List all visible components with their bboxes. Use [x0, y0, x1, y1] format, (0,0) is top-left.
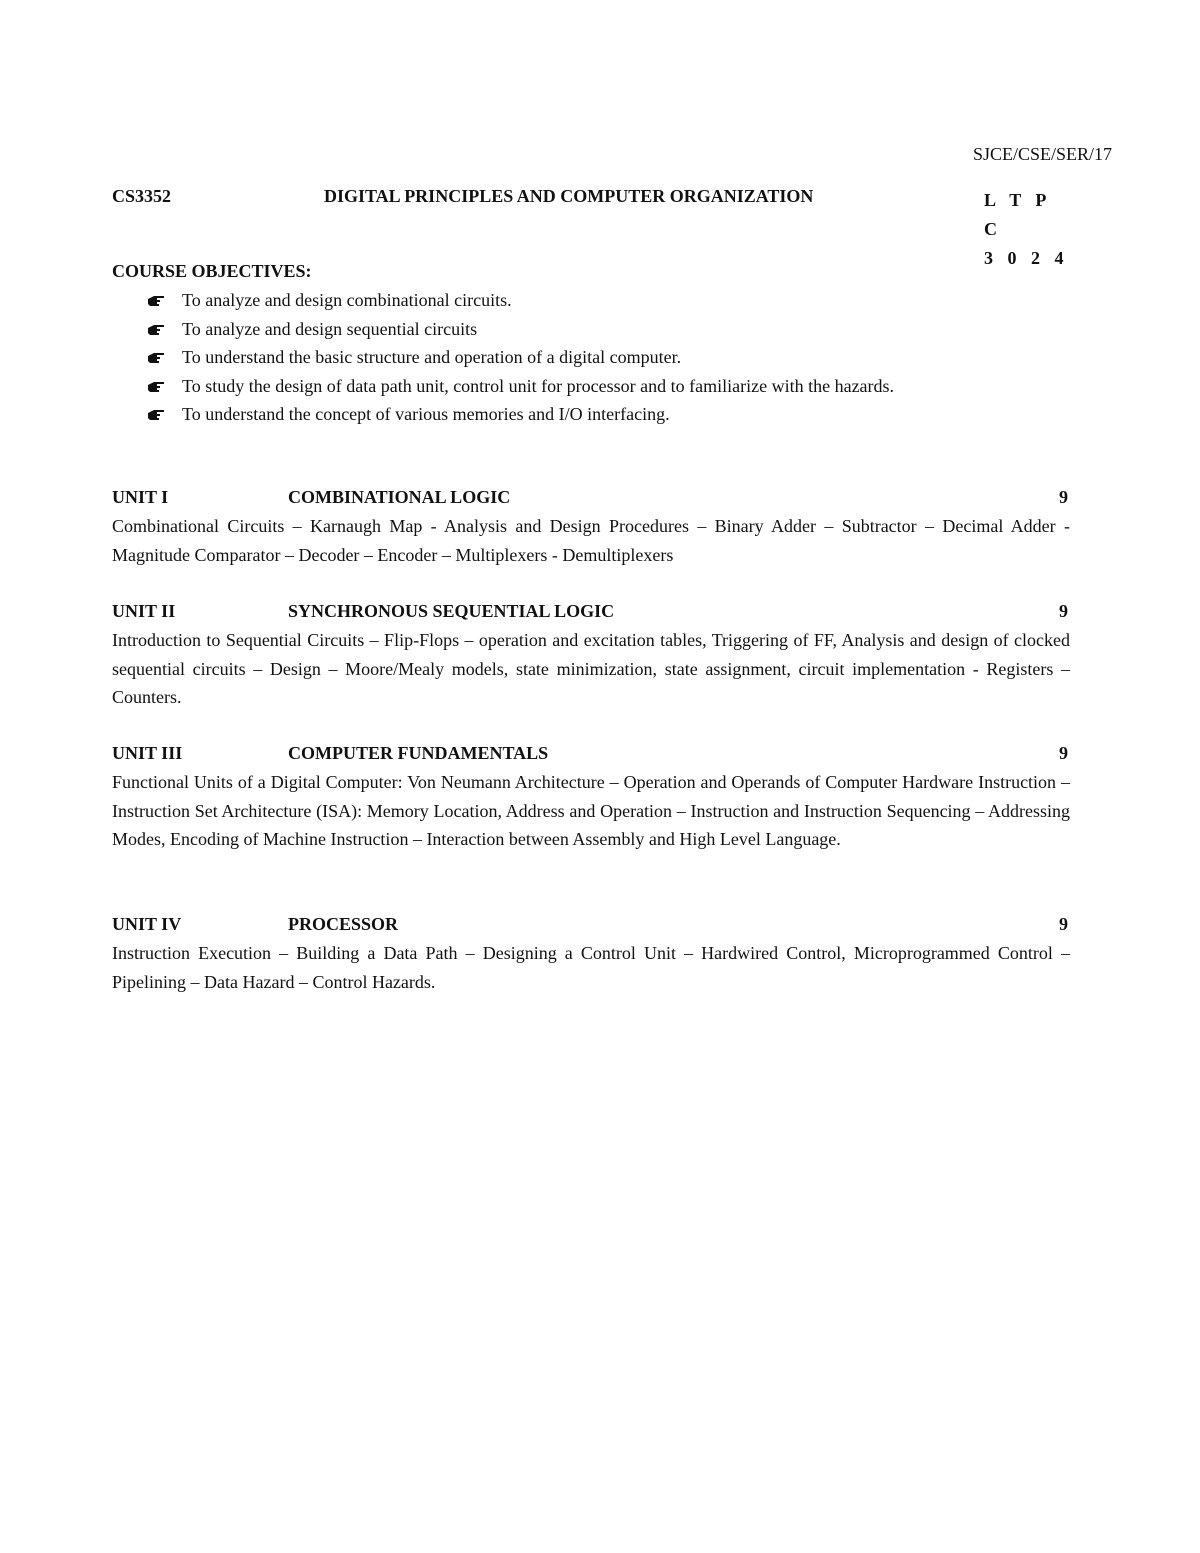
objective-item: [112, 343, 982, 372]
unit-number: UNIT III: [112, 743, 183, 763]
unit-header: [112, 910, 1070, 939]
ltpc-labels: L T P C: [984, 190, 1051, 239]
objective-text: To understand the basic structure and operation of a digital computer.: [182, 347, 682, 367]
unit-content: Functional Units of a Digital Computer: Von Neumann Architecture – Operation and Operands of Computer Hardware Instruction – Instruction Set Architecture (ISA): Memory Location, Address and Operation – Instruction and Instruction Sequencing – Addressing Modes, Encoding of Machine Instruction – Interaction between Assembly and High Level Language.: [112, 772, 1070, 849]
objective-text: To analyze and design sequential circuits: [182, 318, 478, 339]
unit-hours: 9: [1059, 601, 1068, 621]
course-header: [112, 186, 1072, 268]
unit-title: COMBINATIONAL LOGIC: [288, 487, 511, 507]
pointing-hand-icon: [147, 409, 165, 421]
course-title: DIGITAL PRINCIPLES AND COMPUTER ORGANIZATION: [324, 186, 814, 206]
unit-content: Combinational Circuits – Karnaugh Map - Analysis and Design Procedures – Binary Adder – Subtractor – Decimal Adder - Magnitude Comparator – Decoder – Encoder – Multiplexers - Demultiplexers: [112, 516, 1070, 565]
unit-header: [112, 597, 1070, 626]
unit-title: SYNCHRONOUS SEQUENTIAL LOGIC: [288, 601, 615, 621]
objective-item: [112, 372, 982, 401]
objective-item: [112, 286, 982, 315]
unit-number: UNIT II: [112, 601, 176, 621]
unit-header: [112, 739, 1070, 768]
objective-item: [112, 315, 982, 344]
pointing-hand-icon: [147, 295, 165, 307]
unit-number: UNIT I: [112, 487, 169, 507]
unit-section: [112, 910, 1070, 996]
document-reference: SJCE/CSE/SER/17: [972, 144, 1112, 164]
unit-header: [112, 483, 1070, 512]
unit-hours: 9: [1059, 487, 1068, 507]
objective-text: To understand the concept of various memories and I/O interfacing.: [182, 404, 670, 424]
unit-section: [112, 597, 1070, 712]
unit-hours: 9: [1059, 914, 1068, 934]
unit-content: Introduction to Sequential Circuits – Flip-Flops – operation and excitation tables, Triggering of FF, Analysis and design of clocked sequential circuits – Design – Moore/Mealy models, state minimization, state assignment, circuit implementation - Registers – Counters.: [112, 630, 1070, 707]
unit-title: COMPUTER FUNDAMENTALS: [288, 743, 549, 763]
unit-content: Instruction Execution – Building a Data Path – Designing a Control Unit – Hardwired Control, Microprogrammed Control – Pipelining – Data Hazard – Control Hazards.: [112, 943, 1070, 992]
unit-title: PROCESSOR: [288, 914, 399, 934]
unit-hours: 9: [1059, 743, 1068, 763]
pointing-hand-icon: [147, 352, 165, 364]
objective-text: To analyze and design combinational circuits.: [182, 290, 512, 310]
pointing-hand-icon: [147, 324, 165, 336]
objectives-heading: COURSE OBJECTIVES:: [112, 261, 312, 281]
course-objectives: [112, 258, 1072, 429]
objective-item: [112, 400, 982, 429]
unit-section: [112, 739, 1070, 854]
objectives-list: [112, 286, 1072, 429]
unit-section: [112, 483, 1070, 569]
pointing-hand-icon: [147, 381, 165, 393]
unit-number: UNIT IV: [112, 914, 182, 934]
course-code: CS3352: [112, 186, 172, 206]
objective-text: To study the design of data path unit, control unit for processor and to familiarize with the hazards.: [182, 375, 895, 396]
ltpc-values: 3 0 2 4: [984, 248, 1069, 268]
